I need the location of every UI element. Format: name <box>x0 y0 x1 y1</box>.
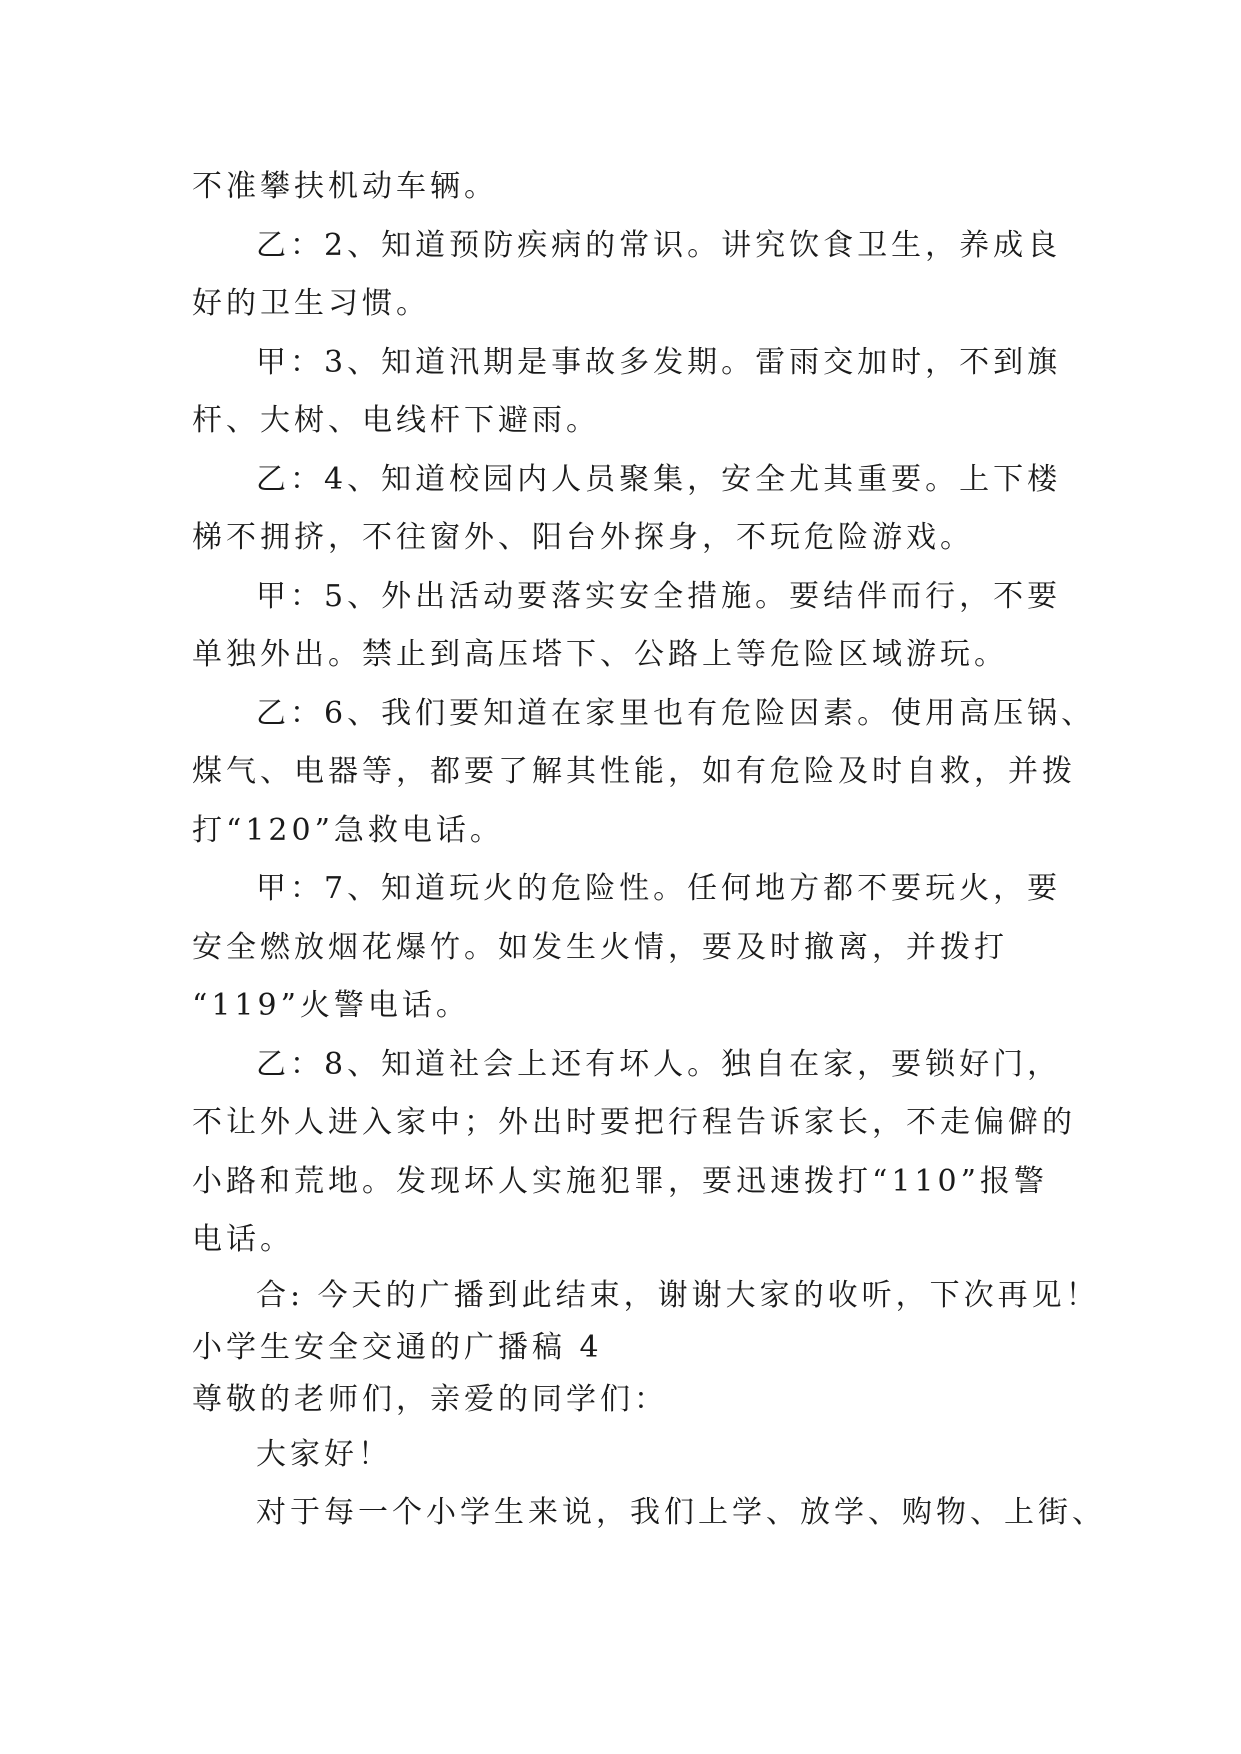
text-line: “119”火警电话。 <box>192 988 470 1023</box>
document-body <box>192 158 1106 1543</box>
text-line: 单独外出。禁止到高压塔下、公路上等危险区域游玩。 <box>192 637 1008 672</box>
text-line: 电话。 <box>192 1222 294 1257</box>
text-line: 甲：3、知道汛期是事故多发期。雷雨交加时，不到旗 <box>256 344 1062 380</box>
text-line: 安全燃放烟花爆竹。如发生火情，要及时撤离，并拨打 <box>192 929 1008 965</box>
greeting: 大家好！ <box>256 1436 392 1472</box>
text-line: 对于每一个小学生来说，我们上学、放学、购物、上街、 <box>256 1495 1106 1530</box>
text-line: 乙：2、知道预防疾病的常识。讲究饮食卫生，养成良 <box>256 227 1062 263</box>
text-line: 甲：5、外出活动要落实安全措施。要结伴而行，不要 <box>256 578 1062 614</box>
text-line: 打“120”急救电话。 <box>192 812 504 848</box>
text-line: 小路和荒地。发现坏人实施犯罪，要迅速拨打“110”报警 <box>192 1163 1048 1199</box>
salutation: 尊敬的老师们，亲爱的同学们： <box>192 1381 668 1417</box>
text-line: 乙：6、我们要知道在家里也有危险因素。使用高压锅、 <box>256 695 1096 731</box>
text-line: 乙：8、知道社会上还有坏人。独自在家，要锁好门， <box>256 1046 1062 1082</box>
text-line: 甲：7、知道玩火的危险性。任何地方都不要玩火，要 <box>256 871 1062 906</box>
text-line: 梯不拥挤，不往窗外、阳台外探身，不玩危险游戏。 <box>192 520 974 555</box>
text-line: 不让外人进入家中；外出时要把行程告诉家长，不走偏僻的 <box>192 1105 1076 1140</box>
text-line: 杆、大树、电线杆下避雨。 <box>192 403 600 438</box>
text-line: 合: 今天的广播到此结束，谢谢大家的收听，下次再见！ <box>256 1277 1100 1313</box>
text-line: 乙：4、知道校园内人员聚集，安全尤其重要。上下楼 <box>256 461 1062 497</box>
section-heading: 小学生安全交通的广播稿 4 <box>192 1329 603 1365</box>
text-line: 好的卫生习惯。 <box>192 286 430 321</box>
text-line: 煤气、电器等，都要了解其性能，如有危险及时自救，并拨 <box>192 754 1076 789</box>
text-line: 不准攀扶机动车辆。 <box>192 169 498 204</box>
